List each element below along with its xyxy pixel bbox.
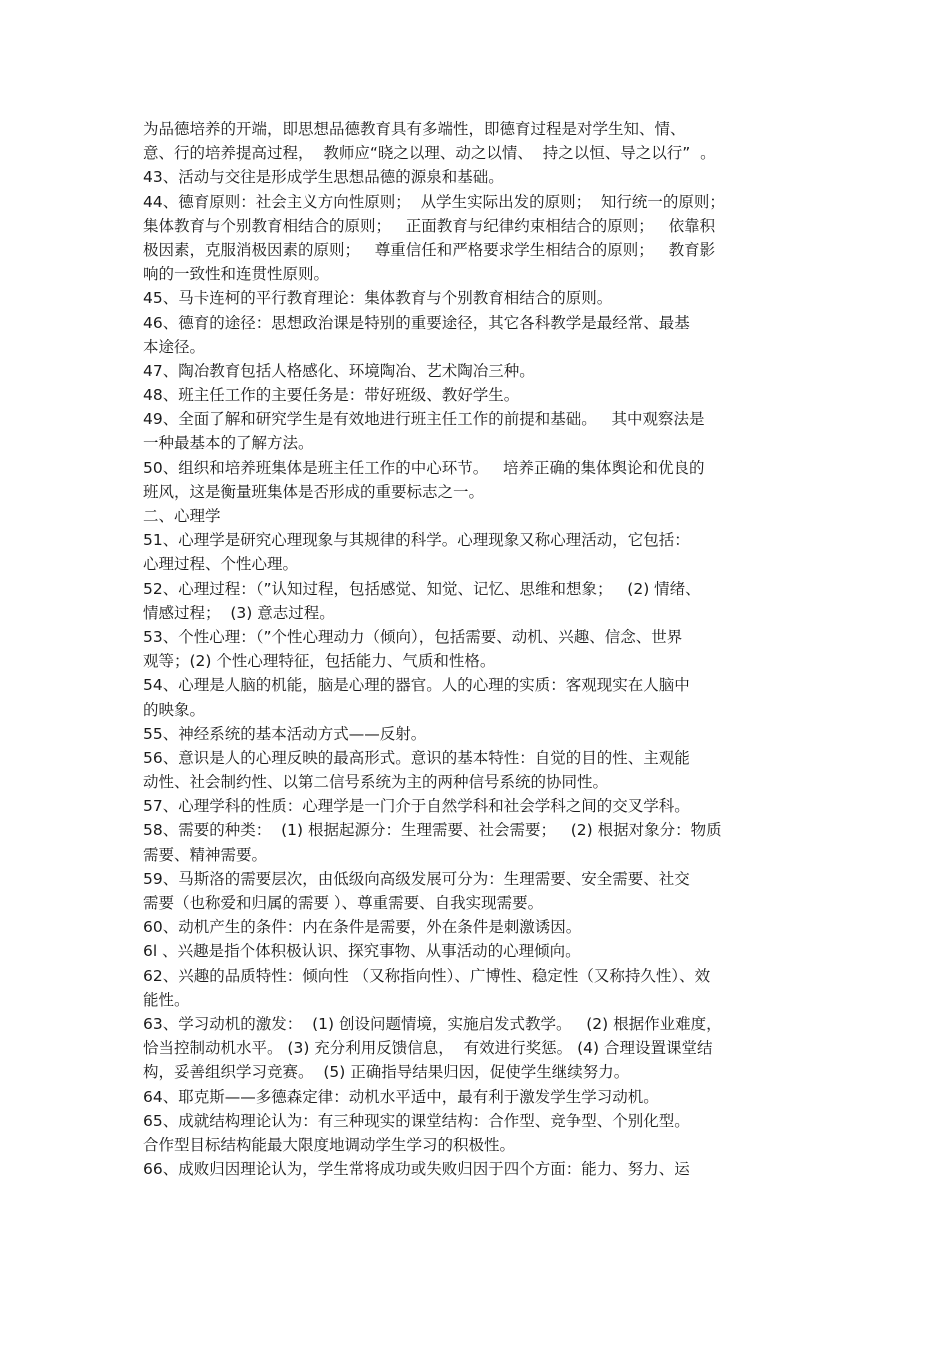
text-line: 50、组织和培养班集体是班主任工作的中心环节。 培养正确的集体舆论和优良的 bbox=[143, 458, 705, 477]
text-line: 44、德育原则：社会主义方向性原则； 从学生实际出发的原则； 知行统一的原则； bbox=[143, 192, 725, 211]
text-line: 6l 、兴趣是指个体积极认识、探究事物、从事活动的心理倾向。 bbox=[143, 942, 581, 961]
text-line: 恰当控制动机水平。 (3) 充分利用反馈信息， 有效进行奖惩。 (4) 合理设置课堂结 bbox=[143, 1039, 713, 1058]
text-line: 需要（也称爱和归属的需要 ）、尊重需要、自我实现需要。 bbox=[143, 894, 544, 912]
document-body bbox=[143, 117, 815, 1181]
text-line: 需要、精神需要。 bbox=[143, 845, 268, 864]
text-line: 62、兴趣的品质特性：倾向性 （又称指向性）、广博性、稳定性（又称持久性）、效 bbox=[143, 966, 711, 985]
text-line: 65、成就结构理论认为：有三种现实的课堂结构：合作型、竞争型、个别化型。 bbox=[143, 1111, 690, 1130]
text-line: 能性。 bbox=[143, 990, 190, 1009]
text-line: 54、心理是人脑的机能，脑是心理的器官。人的心理的实质：客观现实在人脑中 bbox=[143, 676, 690, 695]
text-line: 63、学习动机的激发： (1) 创设问题情境，实施启发式教学。 (2) 根据作业难度， bbox=[143, 1014, 722, 1033]
section-heading: 二、心理学 bbox=[143, 507, 221, 525]
text-line: 43、活动与交往是形成学生思想品德的源泉和基础。 bbox=[143, 168, 504, 187]
text-line: 观等；(2) 个性心理特征，包括能力、气质和性格。 bbox=[143, 652, 496, 671]
text-line: 64、耶克斯——多德森定律：动机水平适中，最有利于激发学生学习动机。 bbox=[143, 1087, 659, 1106]
text-line: 班风，这是衡量班集体是否形成的重要标志之一。 bbox=[143, 482, 485, 501]
text-line: 45、马卡连柯的平行教育理论：集体教育与个别教育相结合的原则。 bbox=[143, 289, 613, 308]
text-line: 动性、社会制约性、以第二信号系统为主的两种信号系统的协同性。 bbox=[143, 773, 609, 792]
text-line: 57、心理学科的性质：心理学是一门介于自然学科和社会学科之间的交叉学科。 bbox=[143, 797, 690, 816]
text-line: 48、班主任工作的主要任务是：带好班级、教好学生。 bbox=[143, 386, 520, 405]
text-line: 本途径。 bbox=[143, 337, 206, 356]
text-line: 47、陶冶教育包括人格感化、环境陶冶、艺术陶冶三种。 bbox=[143, 361, 535, 380]
text-line: 46、德育的途径：思想政治课是特别的重要途径，其它各科教学是最经常、最基 bbox=[143, 313, 690, 332]
text-line: 60、动机产生的条件：内在条件是需要，外在条件是刺激诱因。 bbox=[143, 918, 582, 937]
text-line: 58、需要的种类： (1) 根据起源分：生理需要、社会需要； (2) 根据对象分：物质 bbox=[143, 821, 722, 840]
text-line: 51、心理学是研究心理现象与其规律的科学。心理现象又称心理活动，它包括： bbox=[143, 531, 690, 550]
text-line: 52、心理过程：（”认知过程，包括感觉、知觉、记忆、思维和想象； (2) 情绪、 bbox=[143, 579, 701, 598]
text-line: 55、神经系统的基本活动方式——反射。 bbox=[143, 724, 427, 743]
text-line: 心理过程、个性心理。 bbox=[143, 555, 299, 574]
text-line: 集体教育与个别教育相结合的原则； 正面教育与纪律约束相结合的原则； 依靠积 bbox=[143, 216, 716, 235]
text-line: 66、成败归因理论认为，学生常将成功或失败归因于四个方面：能力、努力、运 bbox=[143, 1160, 690, 1179]
text-line: 合作型目标结构能最大限度地调动学生学习的积极性。 bbox=[143, 1135, 516, 1154]
text-line: 极因素，克服消极因素的原则； 尊重信任和严格要求学生相结合的原则； 教育影 bbox=[143, 240, 716, 259]
text-line: 的映象。 bbox=[143, 700, 206, 719]
text-line: 情感过程； (3) 意志过程。 bbox=[143, 603, 335, 622]
text-line: 49、全面了解和研究学生是有效地进行班主任工作的前提和基础。 其中观察法是 bbox=[143, 410, 705, 429]
text-line: 53、个性心理：（”个性心理动力（倾向），包括需要、动机、兴趣、信念、世界 bbox=[143, 627, 683, 646]
text-line: 56、意识是人的心理反映的最高形式。意识的基本特性：自觉的目的性、主观能 bbox=[143, 748, 690, 767]
text-line: 一种最基本的了解方法。 bbox=[143, 434, 314, 453]
text-line: 构，妥善组织学习竞赛。 (5) 正确指导结果归因，促使学生继续努力。 bbox=[143, 1063, 630, 1082]
text-line: 59、马斯洛的需要层次，由低级向高级发展可分为：生理需要、安全需要、社交 bbox=[143, 869, 690, 888]
text-line: 响的一致性和连贯性原则。 bbox=[143, 265, 330, 284]
text-line: 为品德培养的开端，即思想品德教育具有多端性，即德育过程是对学生知、情、 bbox=[143, 120, 686, 138]
text-line: 意、行的培养提高过程， 教师应“晓之以理、动之以情、 持之以恒、导之以行” 。 bbox=[143, 144, 716, 163]
